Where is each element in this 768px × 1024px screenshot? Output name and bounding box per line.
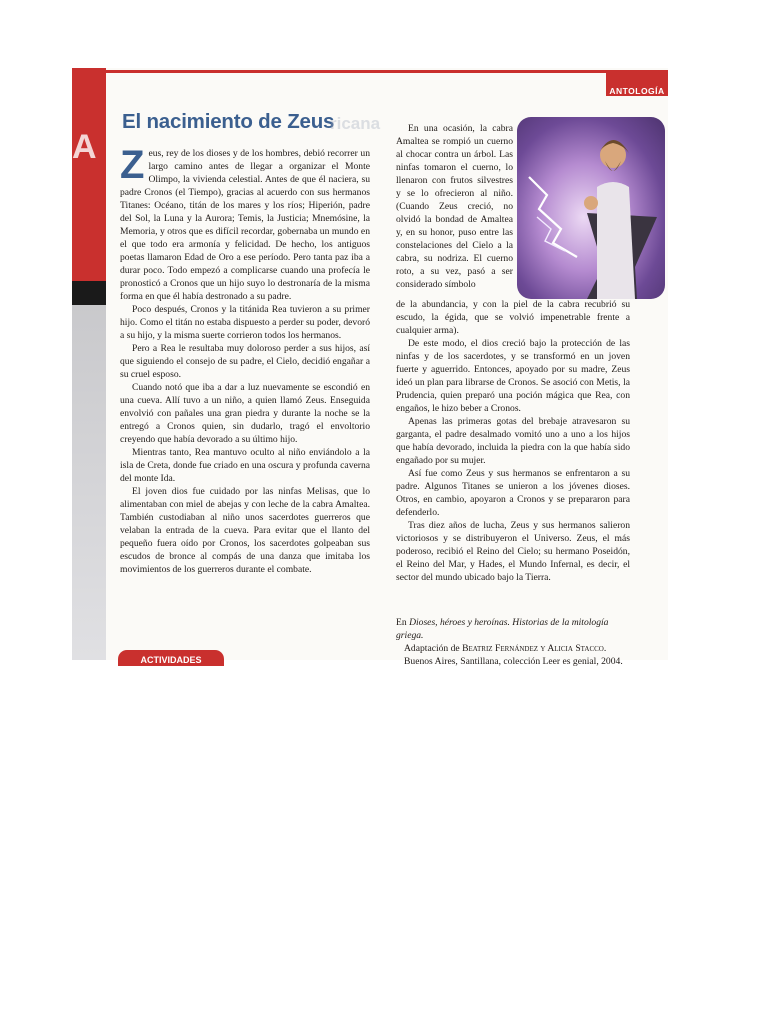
left-column [120,143,370,576]
right-top-column [396,122,513,291]
paragraph: Poco después, Cronos y la titánida Rea tuvieron a su primer hijo. Como el titán no estaba dispuesto a perder su poder, devoró a su hijo, y la misma suerte corrieron todos los hermanos. [120,304,370,341]
citation-line-1: En Dioses, héroes y heroínas. Historias de la mitología griega. [396,617,609,641]
paragraph: Pero a Rea le resultaba muy doloroso perder a sus hijos, así que siguiendo el consejo de su padre, el Cielo, decidió engañar a su cruel esposo. [120,343,370,380]
top-rule [106,70,668,73]
source-citation [396,616,630,668]
paragraph: En una ocasión, la cabra Amaltea se rompió un cuerno al chocar contra un árbol. Las ninfas tomaron el cuerno, lo llenaron con frutos silvestres y se lo ofrecieron al niño. (Cuando Zeus creció, no olvidó la bondad de Amaltea y, en su honor, puso entre las constelaciones del Cielo a la cabra, su nodriza. El cuerno roto, a su vez, pasó a ser considerado símbolo [396,123,513,290]
book-title: Dioses, héroes y heroínas. Historias de la mitología griega. [396,617,609,641]
activities-tab: ACTIVIDADES [118,650,224,666]
raised-fist-icon [584,196,598,210]
paragraph-text: eus, rey de los dioses y de los hombres, debió recorrer un largo camino antes de llegar a organizar el Monte Olimpo, la vivienda celestial. Antes de que él naciera, su padre Cronos (el Tiempo), gracias al acuerdo con sus hermanos Titanes: Océano, titán de los mares y los ríos; Hiperión, padre del Sol, la Luna y la Aurora; Temis, la Justicia; Mnemósine, la Memoria, y otros que es difícil recordar, gobernaba un mundo en el que todo era armonía y felicidad. De hecho, los antiguos poetas llamaron Edad de Oro a ese período. Pero tanta paz iba a durar poco. Todo empezó a complicarse cuando una profecía le pronosticó a Cronos que un hijo suyo lo destronaría de la misma forma en que él había destronado a su padre. [120,148,370,302]
page-title: El nacimiento de Zeus [122,110,335,133]
faded-background-text: ricana [330,114,381,133]
paragraph: de la abundancia, y con la piel de la cabra recubrió su escudo, la égida, que se volvió impenetrable frente a cualquier arma). [396,299,630,336]
lightning-branch-icon [537,217,565,251]
zeus-illustration [517,117,665,299]
side-letter: A [72,128,97,166]
textbook-page [72,68,668,667]
citation-line-2: Adaptación de Beatriz Fernández y Alicia Stacco. [404,643,607,654]
citation-line-3: Buenos Aires, Santillana, colección Leer es genial, 2004. [404,656,623,667]
paragraph: El joven dios fue cuidado por las ninfas Melisas, que lo alimentaban con miel de abejas y con leche de la cabra Amaltea. También custodiaban al niño unos sacerdotes guerreros que velaban la entrada de la cueva. Para evitar que el llanto del pequeño fuera oído por Cronos, los sacerdotes golpeaban sus escudos de bronce al compás de una danza que imitaba los movimientos de los guerreros durante el combate. [120,486,370,575]
paragraph: Tras diez años de lucha, Zeus y sus hermanos salieron victoriosos y se distribuyeron el Universo. Zeus, el más poderoso, recibió el Reino del Cielo; su hermano Poseidón, el Reino del Mar, y Hades, el Mundo Infernal, es decir, el sector del mundo ubicado bajo la Tierra. [396,520,630,583]
robe-icon [597,182,635,299]
paragraph: Apenas las primeras gotas del brebaje atravesaron su garganta, el padre desalmado vomitó uno a uno a los hijos que había devorado, incluida la piedra con la que había sido engañado por su mujer. [396,416,630,466]
paragraph: Mientras tanto, Rea mantuvo oculto al niño enviándolo a la isla de Creta, donde fue criado en una oscura y profunda caverna del monte Ida. [120,447,370,484]
paragraph: Cuando notó que iba a dar a luz nuevamente se escondió en una cueva. Allí tuvo a un niño, a quien llamó Zeus. Enseguida envolvió con pañales una gran piedra y durante la noche se la entregó a Cronos quien, sin dudarlo, tragó el envoltorio creyendo que había devorado a su último hijo. [120,382,370,445]
right-column [396,298,630,584]
paragraph: Así fue como Zeus y sus hermanos se enfrentaron a su padre. Algunos Titanes se unieron a los jóvenes dioses. Otros, en cambio, apoyaron a Cronos y se prepararon para defenderlo. [396,468,630,518]
zeus-figure-icon [517,117,665,299]
section-tab: ANTOLOGÍA [606,70,668,96]
paragraph [120,143,370,303]
citation-authors: Beatriz Fernández y Alicia Stacco. [462,643,607,654]
drop-cap: Z [120,143,145,187]
paragraph: De este modo, el dios creció bajo la protección de las ninfas y de los sacerdotes, y se transformó en un joven fuerte y aguerrido. Entonces, apoyado por su madre, Zeus ideó un plan para librarse de Cronos. Se asoció con Metis, la Prudencia, quien preparó una poción mágica que Rea, con engaños, le hizo beber a Cronos. [396,338,630,414]
